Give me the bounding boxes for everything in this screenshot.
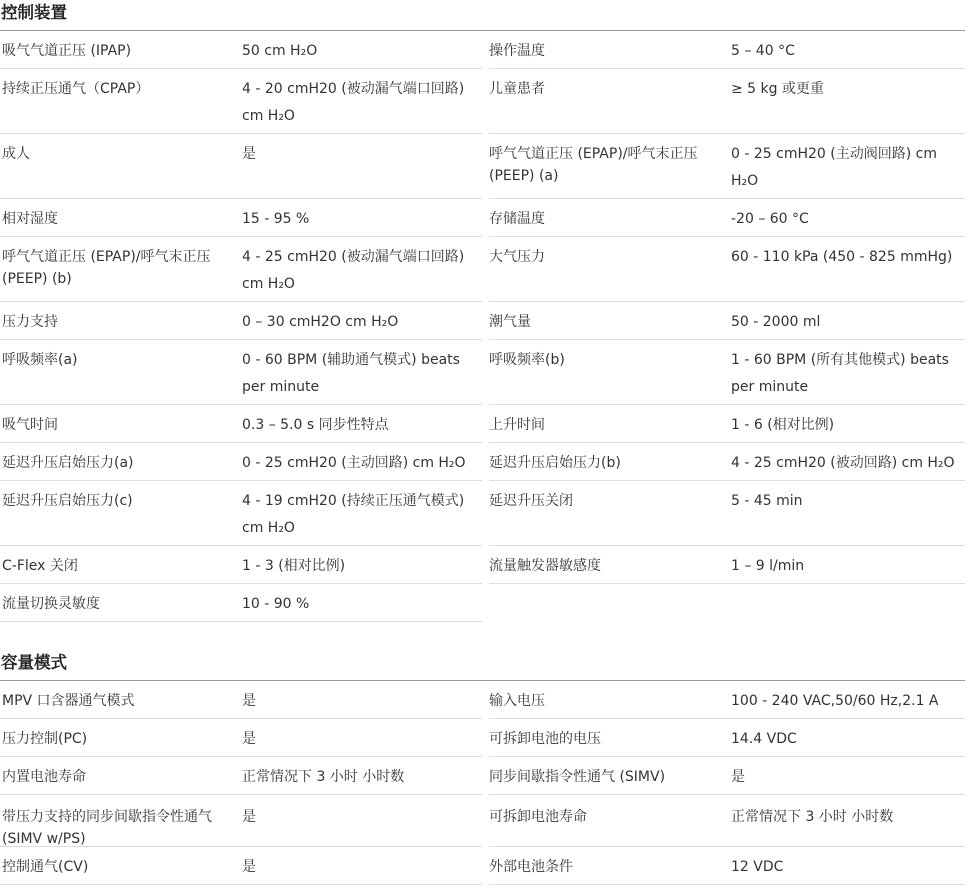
spec-label: 操作温度 xyxy=(489,43,545,59)
spec-value: ≥ 5 kg 或更重 xyxy=(731,81,824,97)
spec-label: 延迟升压关闭 xyxy=(489,493,573,509)
spec-row xyxy=(0,546,482,584)
spec-label: 上升时间 xyxy=(489,417,545,433)
spec-label: 大气压力 xyxy=(489,249,545,265)
spec-label: 吸气时间 xyxy=(2,417,58,433)
spec-label: 持续正压通气（CPAP） xyxy=(2,81,150,97)
spec-label: 带压力支持的同步间歇指令性通气 (SIMV w/PS) xyxy=(2,809,212,847)
spec-value: 是 xyxy=(242,693,256,709)
spec-row xyxy=(0,584,482,622)
spec-value: 1 – 9 l/min xyxy=(731,558,805,574)
spec-value: 1 - 3 (相对比例) xyxy=(242,558,346,574)
spec-row xyxy=(0,340,482,405)
spec-label: 儿童患者 xyxy=(489,81,545,97)
spec-value: 是 xyxy=(242,146,256,162)
spec-value: 4 - 25 cmH20 (被动漏气端口回路) cm H₂O xyxy=(242,249,465,292)
spec-column-left xyxy=(0,31,482,622)
spec-row xyxy=(489,681,965,719)
spec-column-right xyxy=(489,681,965,885)
spec-row xyxy=(0,69,482,134)
spec-row xyxy=(489,31,965,69)
spec-label: 延迟升压启始压力(b) xyxy=(489,455,621,471)
spec-label: 吸气气道正压 (IPAP) xyxy=(2,43,132,59)
spec-label: 呼吸频率(a) xyxy=(2,352,78,368)
spec-row xyxy=(489,546,965,584)
spec-label: 控制通气(CV) xyxy=(2,859,89,875)
spec-label: 延迟升压启始压力(c) xyxy=(2,493,133,509)
spec-row xyxy=(489,302,965,340)
spec-label: 潮气量 xyxy=(489,314,531,330)
spec-value: 是 xyxy=(731,769,745,785)
spec-value: 12 VDC xyxy=(731,859,784,875)
section-volume-mode xyxy=(0,650,965,885)
spec-row xyxy=(0,199,482,237)
spec-value: 是 xyxy=(242,809,256,825)
spec-row xyxy=(489,405,965,443)
spec-label: 内置电池寿命 xyxy=(2,769,86,785)
spec-row xyxy=(489,719,965,757)
spec-value: 4 - 20 cmH20 (被动漏气端口回路) cm H₂O xyxy=(242,81,465,124)
spec-label: 流量触发器敏感度 xyxy=(489,558,601,574)
spec-label: MPV 口含器通气模式 xyxy=(2,693,135,709)
spec-value: 50 - 2000 ml xyxy=(731,314,821,330)
spec-value: 60 - 110 kPa (450 - 825 mmHg) xyxy=(731,249,953,265)
spec-row xyxy=(0,237,482,302)
spec-value: 正常情况下 3 小时 小时数 xyxy=(731,809,894,825)
spec-value: 10 - 90 % xyxy=(242,596,310,612)
spec-row xyxy=(0,719,482,757)
spec-row xyxy=(489,199,965,237)
spec-row xyxy=(0,31,482,69)
spec-label: 同步间歇指令性通气 (SIMV) xyxy=(489,769,666,785)
spec-value: 14.4 VDC xyxy=(731,731,797,747)
spec-value: 1 - 60 BPM (所有其他模式) beats per minute xyxy=(731,352,949,395)
spec-row xyxy=(489,847,965,885)
spec-row xyxy=(0,443,482,481)
spec-value: 1 - 6 (相对比例) xyxy=(731,417,835,433)
section-title: 容量模式 xyxy=(0,650,965,681)
spec-value: 4 - 19 cmH20 (持续正压通气模式) cm H₂O xyxy=(242,493,465,536)
spec-label: 成人 xyxy=(2,146,30,162)
spec-value: 50 cm H₂O xyxy=(242,43,318,59)
spec-value: 5 – 40 °C xyxy=(731,43,795,59)
spec-column-right xyxy=(489,31,965,622)
spec-row xyxy=(0,795,482,847)
spec-value: 5 - 45 min xyxy=(731,493,803,509)
spec-label: 可拆卸电池的电压 xyxy=(489,731,601,747)
spec-label: 压力支持 xyxy=(2,314,58,330)
spec-row xyxy=(489,757,965,795)
spec-row xyxy=(0,757,482,795)
spec-value: 0.3 – 5.0 s 同步性特点 xyxy=(242,417,389,433)
spec-label: 可拆卸电池寿命 xyxy=(489,809,587,825)
spec-row xyxy=(0,302,482,340)
spec-row xyxy=(489,795,965,847)
spec-row xyxy=(489,134,965,199)
section-title: 控制装置 xyxy=(0,0,965,31)
spec-value: 100 - 240 VAC,50/60 Hz,2.1 A xyxy=(731,693,939,709)
spec-label: 存储温度 xyxy=(489,211,545,227)
spec-label: 相对湿度 xyxy=(2,211,58,227)
spec-row xyxy=(0,481,482,546)
spec-row xyxy=(0,847,482,885)
spec-row xyxy=(0,681,482,719)
spec-row xyxy=(489,237,965,302)
spec-value: 0 – 30 cmH2O cm H₂O xyxy=(242,314,399,330)
spec-label: 外部电池条件 xyxy=(489,859,573,875)
spec-row xyxy=(489,443,965,481)
spec-label: 呼气气道正压 (EPAP)/呼气末正压 (PEEP) (b) xyxy=(2,249,211,287)
spec-value: 正常情况下 3 小时 小时数 xyxy=(242,769,405,785)
spec-value: 0 - 60 BPM (辅助通气模式) beats per minute xyxy=(242,352,460,395)
spec-label: 流量切换灵敏度 xyxy=(2,596,100,612)
spec-label: 压力控制(PC) xyxy=(2,731,88,747)
spec-label: 呼气气道正压 (EPAP)/呼气末正压 (PEEP) (a) xyxy=(489,146,698,184)
spec-row xyxy=(0,134,482,199)
spec-value: -20 – 60 °C xyxy=(731,211,809,227)
spec-row xyxy=(489,481,965,546)
spec-value: 4 - 25 cmH20 (被动回路) cm H₂O xyxy=(731,455,955,471)
spec-label: 延迟升压启始压力(a) xyxy=(2,455,134,471)
spec-value: 15 - 95 % xyxy=(242,211,310,227)
spec-row xyxy=(489,340,965,405)
spec-label: C-Flex 关闭 xyxy=(2,558,78,574)
spec-row xyxy=(489,69,965,134)
spec-value: 0 - 25 cmH20 (主动回路) cm H₂O xyxy=(242,455,466,471)
spec-value: 是 xyxy=(242,731,256,747)
spec-row xyxy=(0,405,482,443)
spec-value: 0 - 25 cmH20 (主动阀回路) cm H₂O xyxy=(731,146,937,189)
spec-column-left xyxy=(0,681,482,885)
spec-value: 是 xyxy=(242,859,256,875)
spec-label: 呼吸频率(b) xyxy=(489,352,565,368)
spec-label: 输入电压 xyxy=(489,693,545,709)
